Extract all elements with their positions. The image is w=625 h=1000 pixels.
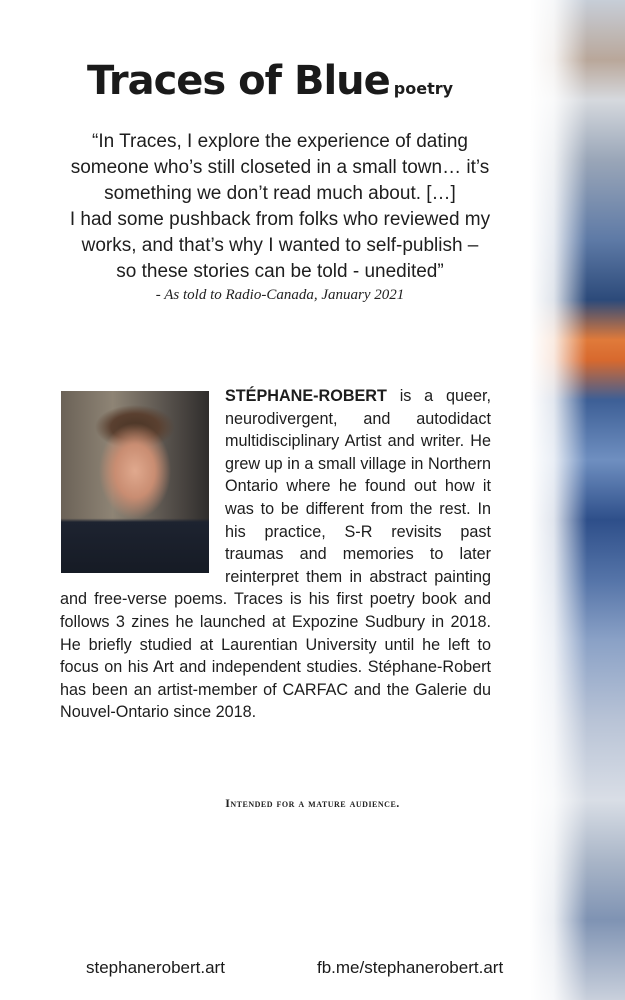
quote-line: “In Traces, I explore the experience of dating: [92, 131, 468, 152]
quote-line: works, and that’s why I wanted to self-publish –: [81, 235, 479, 256]
author-bio: [60, 385, 491, 724]
facebook-link[interactable]: fb.me/stephanerobert.art: [317, 958, 504, 977]
title-main: Traces of Blue: [86, 58, 390, 104]
author-quote: [35, 129, 525, 285]
title-genre: poetry: [393, 79, 454, 98]
cover-painting-strip: [530, 0, 625, 1000]
quote-line: something we don’t read much about. […]: [104, 183, 456, 204]
book-title: [0, 58, 540, 104]
website-link[interactable]: stephanerobert.art: [86, 958, 225, 977]
audience-note: Intended for a mature audience.: [225, 796, 400, 810]
quote-line: so these stories can be told - unedited”: [116, 261, 444, 282]
bio-text: is a queer, neurodivergent, and autodidact multidisciplinary Artist and writer. He grew up in a small village in Northern Ontario where he found out how it was to be different from the rest. In his practice, S-R revisits past traumas and memories to later reinterpret them in abstract painting and free-verse poems. Traces is his first poetry book and follows 3 zines he launched at Expozine Sudbury in 2018. He briefly studied at Laurentian University until he left to focus on his Art and independent studies. Stéphane-Robert has been an artist-member of CARFAC and the Galerie du Nouvel-Ontario since 2018.: [60, 387, 491, 722]
quote-line: someone who’s still closeted in a small town… it’s: [70, 157, 490, 178]
quote-attribution: - As told to Radio-Canada, January 2021: [155, 287, 405, 303]
author-name: STÉPHANE-ROBERT: [225, 387, 387, 405]
quote-line: I had some pushback from folks who reviewed my: [69, 209, 491, 230]
